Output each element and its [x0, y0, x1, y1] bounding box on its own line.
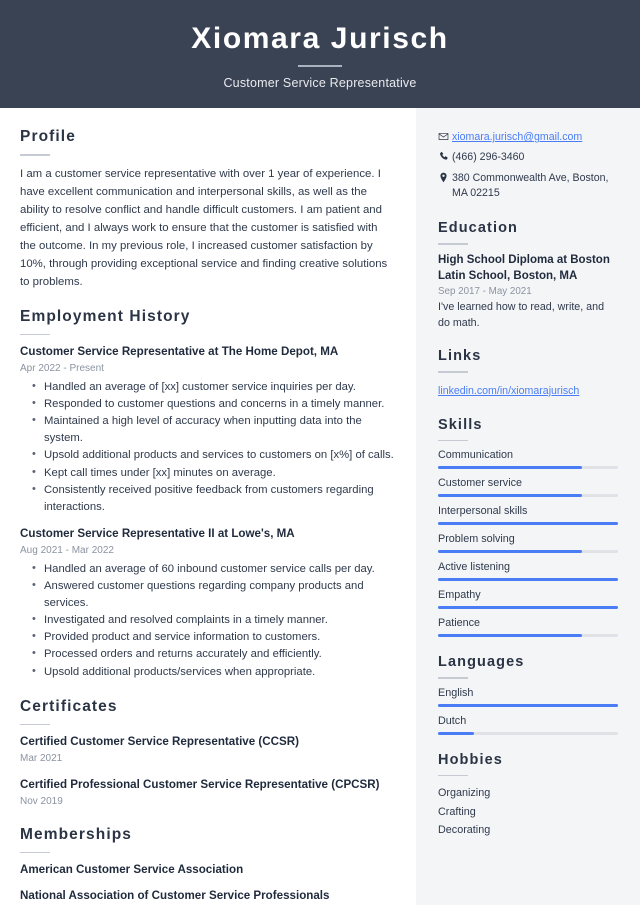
skill-meter-fill: [438, 522, 618, 525]
employment-date: Apr 2022 - Present: [20, 362, 104, 374]
skill-meter-fill: [438, 466, 582, 469]
language-meter-fill: [438, 704, 618, 707]
skill-item: [438, 617, 618, 637]
employment-entry: [20, 526, 394, 681]
language-meter-track: [438, 704, 618, 707]
contact-row-phone: [438, 150, 618, 165]
membership-title: National Association of Customer Service Professionals: [20, 888, 330, 902]
list-item: • Consistently received positive feedback from customers regarding interactions.: [44, 482, 394, 516]
skill-meter-track: [438, 550, 618, 553]
section-rule: [438, 440, 468, 442]
skill-meter-track: [438, 634, 618, 637]
list-item: • Handled an average of 60 inbound customer service calls per day.: [44, 561, 394, 578]
membership-entry: [20, 862, 394, 878]
section-rule: [438, 677, 468, 679]
header-divider: [298, 65, 342, 67]
skill-meter-fill: [438, 494, 582, 497]
contact-row-address: [438, 171, 618, 202]
section-rule: [20, 852, 50, 854]
education-description: I've learned how to read, write, and do math.: [438, 301, 605, 329]
employment-bullets: [20, 379, 394, 516]
phone-icon: [438, 151, 452, 162]
skill-label: Communication: [438, 449, 514, 462]
list-item: • Handled an average of [xx] customer service inquiries per day.: [44, 379, 394, 396]
skill-item: [438, 505, 618, 525]
education-title: High School Diploma at Boston Latin School, Boston, MA: [438, 253, 610, 282]
list-item: • Maintained a high level of accuracy when inputting data into the system.: [44, 413, 394, 447]
certificate-entry: [20, 734, 394, 766]
employment-title: Customer Service Representative II at Lowe's, MA: [20, 527, 295, 540]
skill-label: Empathy: [438, 589, 481, 602]
language-label: English: [438, 686, 474, 699]
skill-item: [438, 449, 618, 469]
list-item: • Kept call times under [xx] minutes on average.: [44, 465, 394, 482]
skill-item: [438, 533, 618, 553]
section-heading-profile: Profile: [20, 128, 76, 145]
section-rule: [438, 775, 468, 777]
employment-title: Customer Service Representative at The Home Depot, MA: [20, 345, 339, 359]
education-date: Sep 2017 - May 2021: [438, 286, 532, 298]
skill-meter-track: [438, 606, 618, 609]
language-meter-track: [438, 732, 618, 735]
skill-meter-fill: [438, 634, 582, 637]
language-item: [438, 687, 618, 707]
linkedin-link[interactable]: linkedin.com/in/xiomarajurisch: [438, 384, 580, 397]
section-rule: [20, 154, 50, 156]
section-profile: [20, 128, 394, 291]
certificate-date: Nov 2019: [20, 795, 63, 807]
section-hobbies: [438, 752, 618, 840]
hobby-item: Organizing: [438, 787, 491, 800]
skill-label: Customer service: [438, 477, 522, 490]
resume-body: [0, 108, 640, 905]
hobby-item: Decorating: [438, 824, 491, 837]
employment-date: Aug 2021 - Mar 2022: [20, 544, 114, 556]
certificate-title: Certified Professional Customer Service Representative (CPCSR): [20, 777, 380, 791]
list-item: • Investigated and resolved complaints in a timely manner.: [44, 612, 394, 629]
section-rule: [20, 334, 50, 336]
language-item: [438, 715, 618, 735]
envelope-icon: [438, 131, 452, 142]
section-education: [438, 220, 618, 331]
list-item: • Answered customer questions regarding company products and services.: [44, 578, 394, 612]
skill-meter-track: [438, 494, 618, 497]
list-item: • Processed orders and returns accurately and efficiently.: [44, 646, 394, 663]
certificate-title: Certified Customer Service Representative (CCSR): [20, 735, 299, 749]
skill-label: Patience: [438, 617, 481, 630]
skill-meter-fill: [438, 578, 618, 581]
candidate-name: Xiomara Jurisch: [191, 22, 449, 55]
section-heading-languages: Languages: [438, 654, 525, 671]
contact-address-value: 380 Commonwealth Ave, Boston, MA 02215: [452, 171, 609, 200]
contact-block: [438, 130, 618, 201]
certificate-date: Mar 2021: [20, 752, 63, 764]
section-heading-memberships: Memberships: [20, 825, 133, 843]
section-links: [438, 348, 618, 399]
section-rule: [438, 371, 468, 373]
list-item: • Responded to customer questions and concerns in a timely manner.: [44, 396, 394, 413]
section-certificates: [20, 698, 394, 809]
employment-bullets: [20, 561, 394, 681]
membership-entry: [20, 888, 394, 904]
skill-meter-track: [438, 578, 618, 581]
location-pin-icon: [438, 172, 452, 183]
employment-entry: [20, 344, 394, 516]
skill-item: [438, 477, 618, 497]
hobby-item: Crafting: [438, 805, 476, 818]
section-employment-history: [20, 308, 394, 681]
skill-meter-track: [438, 522, 618, 525]
skill-meter-track: [438, 466, 618, 469]
section-heading-links: Links: [438, 348, 482, 365]
section-rule: [20, 724, 50, 726]
section-heading-skills: Skills: [438, 416, 483, 433]
section-languages: [438, 654, 618, 735]
contact-email-value: [452, 130, 618, 145]
language-meter-fill: [438, 732, 474, 735]
skill-item: [438, 589, 618, 609]
skill-label: Interpersonal skills: [438, 505, 528, 518]
resume-header: [0, 0, 640, 108]
section-heading-hobbies: Hobbies: [438, 751, 503, 768]
language-label: Dutch: [438, 714, 467, 727]
section-memberships: [20, 826, 394, 904]
section-heading-education: Education: [438, 220, 518, 237]
list-item: • Upsold additional products and services to customers on [x%] of calls.: [44, 447, 394, 464]
profile-text: I am a customer service representative with over 1 year of experience. I have excellent communication and interpersonal skills, as well as the ability to resolve conflict and handle difficult customers. I am patient and efficient, and I always work to ensure that the customer is satisfied with the outcome. In my previous role, I increased customer satisfaction by 10%, through providing exceptional service and finding creative solutions to problems.: [20, 167, 388, 288]
sidebar-column: [416, 108, 640, 905]
skill-meter-fill: [438, 550, 582, 553]
main-column: [0, 108, 416, 905]
email-link[interactable]: xiomara.jurisch@gmail.com: [452, 131, 583, 143]
skill-meter-fill: [438, 606, 618, 609]
list-item: • Upsold additional products/services when appropriate.: [44, 664, 394, 681]
skill-label: Active listening: [438, 561, 511, 574]
skill-label: Problem solving: [438, 533, 515, 546]
membership-title: American Customer Service Association: [20, 863, 244, 877]
section-heading-employment: Employment History: [20, 307, 191, 325]
section-heading-certificates: Certificates: [20, 697, 118, 715]
section-skills: [438, 417, 618, 638]
contact-phone-value: (466) 296-3460: [452, 151, 525, 164]
contact-row-email: [438, 130, 618, 145]
candidate-job-title: Customer Service Representative: [223, 76, 417, 90]
certificate-entry: [20, 777, 394, 809]
skill-item: [438, 561, 618, 581]
list-item: • Provided product and service information to customers.: [44, 629, 394, 646]
section-rule: [438, 243, 468, 245]
